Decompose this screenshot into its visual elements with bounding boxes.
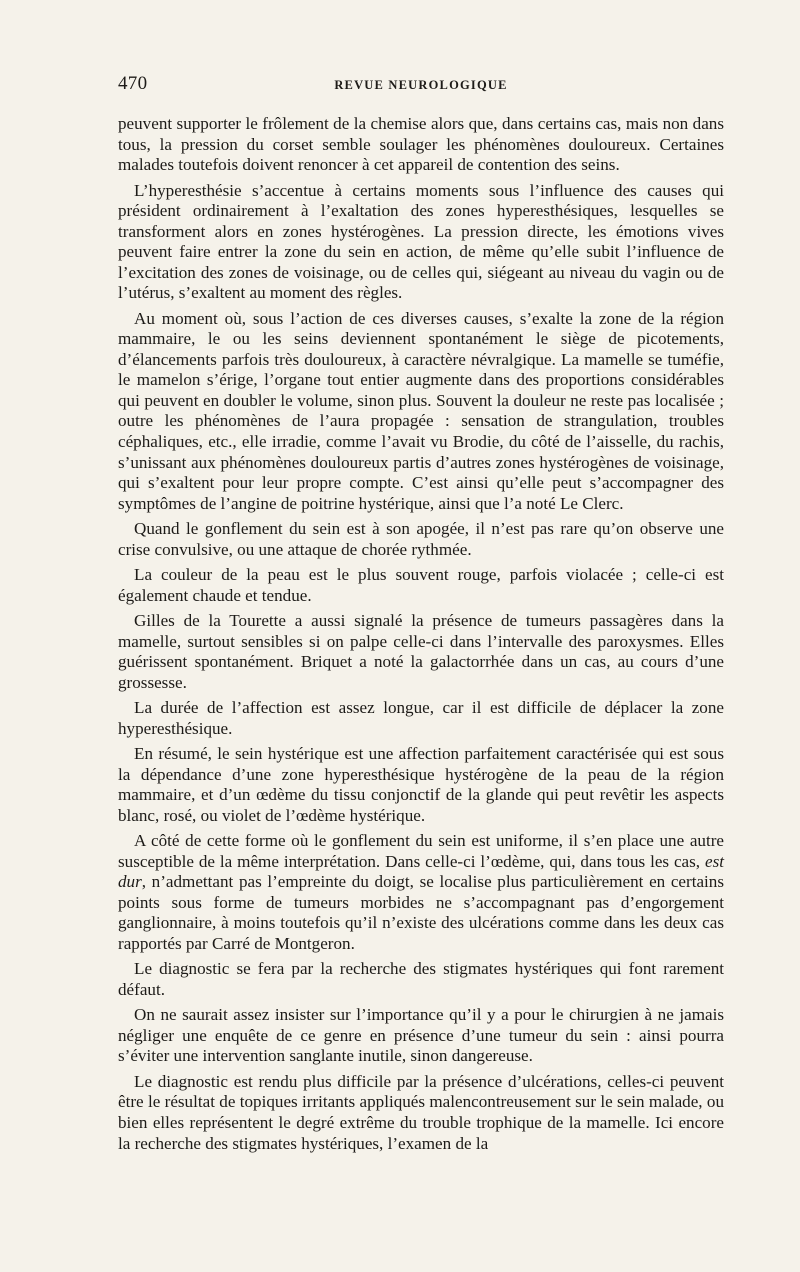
page-number: 470 (118, 73, 148, 94)
paragraph: Gilles de la Tourette a aussi signalé la présence de tumeurs passagères dans la mamelle, surtout sensibles si on palpe celle-ci dans l’intervalle des paroxysmes. Elles guérissent spontanément. Briquet a noté la galactorrhée dans un cas, au cours d’une grossesse. (118, 611, 724, 692)
paragraph-with-italic (118, 831, 724, 954)
paragraph: peuvent supporter le frôlement de la chemise alors que, dans certains cas, mais non dans tous, la pression du corset semble soulager les phénomènes douloureux. Certaines malades toutefois doivent renoncer à cet appareil de contention des seins. (118, 114, 724, 175)
body-text (118, 114, 724, 1154)
italic-phrase: est dur (118, 851, 724, 892)
paragraph: Le diagnostic est rendu plus difficile par la présence d’ulcérations, celles-ci peuvent être le résultat de topiques irritants appliqués malencontreusement sur le sein malade, ou bien elles représentent le degré extrême du trouble trophique de la mamelle. Ici encore la recherche des stigmates hystériques, l’examen de la (118, 1071, 724, 1153)
page-header (118, 72, 724, 100)
running-title: REVUE NEUROLOGIQUE (334, 78, 508, 92)
paragraph: Quand le gonflement du sein est à son apogée, il n’est pas rare qu’on observe une crise convulsive, ou une attaque de chorée rythmée. (118, 519, 724, 559)
paragraph: La couleur de la peau est le plus souvent rouge, parfois violacée ; celle-ci est également chaude et tendue. (118, 565, 724, 605)
paragraph: La durée de l’affection est assez longue, car il est difficile de déplacer la zone hyperesthésique. (118, 698, 724, 738)
text-span: , n’admettant pas l’empreinte du doigt, se localise plus particulièrement en certains points sous forme de tumeurs morbides ne s’accompagnant pas d’engorgement ganglionnaire, à moins toutefois qu’il n’existe des ulcérations comme dans les deux cas rapportés par Carré de Montgeron. (118, 872, 724, 953)
paragraph: Au moment où, sous l’action de ces diverses causes, s’exalte la zone de la région mammaire, le ou les seins deviennent spontanément le siège de picotements, d’élancements parfois très douloureux, à caractère névralgique. La mamelle se tuméfie, le mamelon s’érige, l’organe tout entier augmente dans des proportions considérables qui peuvent en doubler le volume, sinon plus. Souvent la douleur ne reste pas localisée ; outre les phénomènes de l’aura propagée : sensation de strangulation, troubles céphaliques, etc., elle irradie, comme l’avait vu Brodie, du côté de l’aisselle, du rachis, s’unissant aux phénomènes douloureux partis d’autres zones hystérogènes de voisinage, qui s’exaltent pour leur propre compte. C’est ainsi qu’elle peut s’accompagner des symptômes de l’angine de poitrine hystérique, ainsi que l’a noté Le Clerc. (118, 308, 724, 513)
paragraph: Le diagnostic se fera par la recherche des stigmates hystériques qui font rarement défaut. (118, 959, 724, 999)
text-span: A côté de cette forme où le gonflement du sein est uniforme, il s’en place une autre susceptible de la même interprétation. Dans celle-ci l’œdème, qui, dans tous les cas, (118, 831, 724, 871)
paragraph: En résumé, le sein hystérique est une affection parfaitement caractérisée qui est sous la dépendance d’une zone hyperesthésique hystérogène de la peau de la région mammaire, et d’un œdème du tissu conjonctif de la glande qui peut revêtir les aspects blanc, rosé, ou violet de l’œdème hystérique. (118, 744, 724, 825)
paragraph: L’hyperesthésie s’accentue à certains moments sous l’influence des causes qui président ordinairement à l’exaltation des zones hyperesthésiques, lesquelles se transforment alors en zones hystérogènes. La pression directe, les émotions vives peuvent faire entrer la zone du sein en action, de même qu’elle subit l’influence de l’excitation des zones de voisinage, ou de celles qui, siégeant au niveau du vagin ou de l’utérus, s’exaltent au moment des règles. (118, 180, 724, 303)
paragraph: On ne saurait assez insister sur l’importance qu’il y a pour le chirurgien à ne jamais négliger une enquête de ce genre en présence d’une tumeur du sein : ainsi pourra s’éviter une intervention sanglante inutile, sinon dangereuse. (118, 1005, 724, 1066)
